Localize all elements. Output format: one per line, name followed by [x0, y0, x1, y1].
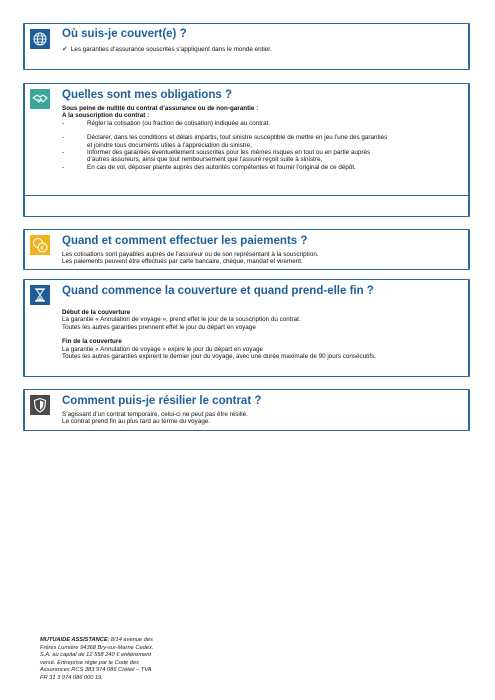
payments-body: [62, 251, 462, 266]
list-item-line: d’autres assureurs, ainsi que tout remboursement que l’assuré reçoit suite à sinistre,: [87, 156, 323, 164]
termination-line-1: S’agissant d’un contrat temporaire, celui-ci ne peut pas être résilié.: [62, 411, 248, 418]
footer-line: , 8/14 avenue des: [107, 637, 153, 643]
list-item: [60, 120, 462, 127]
list-bullet: -: [62, 134, 65, 142]
footer-line: FR 31 3 974 086 000 19.: [40, 674, 103, 681]
coverage-body: [62, 46, 462, 53]
list-item-line: et joindre tous documents utiles à l’appréciation du sinistre,: [87, 141, 252, 149]
payments-line-1: Les cotisations sont payables auprès de l’assureur ou de son représentant à la souscription.: [62, 251, 319, 258]
obligations-title: Quelles sont mes obligations ?: [62, 89, 232, 101]
coverage-section: [23, 23, 470, 70]
globe-icon: [30, 29, 50, 49]
payments-section: [23, 229, 470, 270]
list-item-line: Informer des garanties éventuellement souscrites pour les mêmes risques en tout ou en partie auprès: [87, 149, 371, 157]
divider: [25, 195, 468, 196]
start-line-1: La garantie « Annulation de voyage », prend effet le jour de la souscription du contrat.: [62, 316, 301, 324]
obligations-intro-1: Sous peine de nullité du contrat d’assurance ou de non-garantie :: [62, 105, 259, 112]
handshake-icon: [30, 89, 50, 109]
termination-line-2: Le contrat prend fin au plus tard au terme du voyage.: [62, 418, 211, 426]
hourglass-icon: [30, 285, 50, 305]
coverage-title: Où suis-je couvert(e) ?: [62, 28, 187, 40]
start-line-2: Toutes les autres garanties prennent effet le jour du départ en voyage: [62, 323, 256, 331]
payments-line-2: Les paiements peuvent être effectués par carte bancaire, chèque, mandat et virement.: [62, 258, 303, 266]
period-body: [62, 309, 462, 360]
period-section: [23, 279, 470, 377]
list-item: [60, 149, 462, 164]
termination-section: [23, 389, 470, 431]
list-item-text: Régler la cotisation (ou fraction de cotisation) indiquée au contrat.: [87, 119, 271, 127]
company-name: MUTUAIDE ASSISTANCE: [40, 637, 108, 643]
checkmark-icon: ✔: [62, 46, 68, 53]
obligations-intro-2: A la souscription du contrat :: [62, 112, 150, 120]
end-heading: Fin de la couverture: [62, 338, 122, 346]
coins-icon: [30, 235, 50, 255]
shield-icon: [30, 395, 50, 415]
obligations-section: [23, 83, 470, 217]
end-line-2: Toutes les autres garanties expirent le dernier jour du voyage, avec une durée maximale de 90 jours consécutifs.: [62, 353, 376, 361]
list-item: [60, 164, 462, 171]
list-item-line: Déclarer, dans les conditions et délais impartis, tout sinistre susceptible de mettre en jeu l’une des garanties: [87, 134, 388, 142]
legal-footer: [40, 637, 180, 683]
end-line-1: La garantie « Annulation de voyage » expire le jour du départ en voyage: [62, 345, 263, 353]
payments-title: Quand et comment effectuer les paiements ?: [62, 235, 308, 247]
list-item-text: En cas de vol, déposer plainte auprès des autorités compétentes et fournir l’original de ce dépôt.: [87, 163, 356, 171]
svg-text:€: €: [40, 245, 45, 252]
footer-line: Frères Lumière 94368 Bry-sur-Marne Cedex.: [40, 644, 154, 651]
list-item-text: [87, 134, 387, 149]
start-heading: Début de la couverture: [62, 309, 131, 316]
footer-line: versé. Entreprise régie par le Code des: [40, 659, 139, 666]
list-item-text: [87, 149, 370, 164]
footer-line: Assurances RCS 383 974 086 Créteil – TVA: [40, 667, 152, 674]
footer-line: S.A. au capital de 12 558 240 € entièrement: [40, 652, 151, 659]
list-item: [60, 134, 462, 149]
period-title: Quand commence la couverture et quand prend-elle fin ?: [62, 285, 374, 297]
obligations-body: [62, 105, 462, 171]
termination-body: [62, 411, 462, 426]
coverage-text: Les garanties d’assurance souscrites s’appliquent dans le monde entier.: [70, 46, 272, 53]
termination-title: Comment puis-je résilier le contrat ?: [62, 395, 262, 407]
list-bullet: -: [62, 119, 65, 127]
list-bullet: -: [62, 163, 65, 171]
list-bullet: -: [62, 149, 65, 157]
